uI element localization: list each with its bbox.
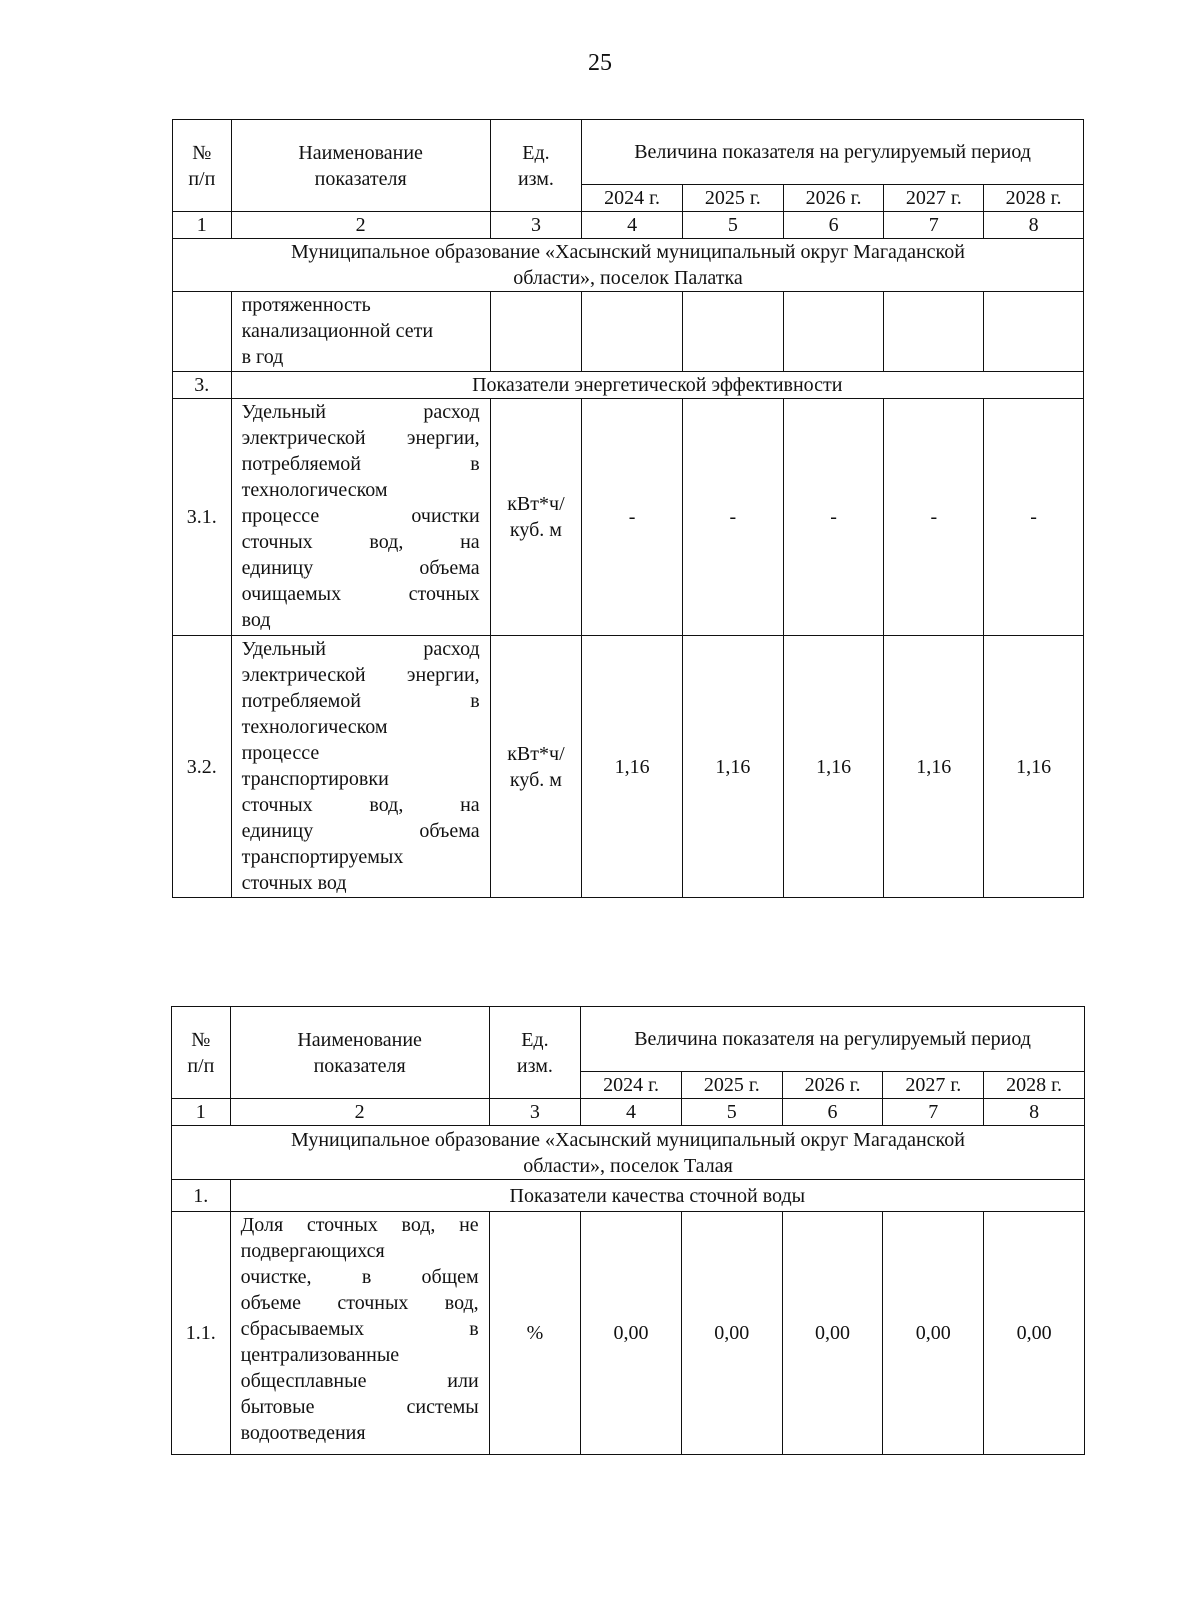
value-cell: 1,16 xyxy=(984,636,1084,898)
indicator-name: Доля сточных вод, не подвергающихся очистке, в общем объеме сточных вод, сбрасываемых в централизованные общесплавные или бытовые системы водоотведения xyxy=(230,1212,489,1455)
header-name: Наименование показателя xyxy=(230,1007,489,1099)
column-number: 8 xyxy=(984,212,1084,239)
empty-cell xyxy=(582,292,683,372)
header-year: 2026 г. xyxy=(782,1072,883,1099)
column-number: 2 xyxy=(230,1099,489,1126)
indicators-table-talaya xyxy=(171,1006,1085,1455)
row-num: 3.2. xyxy=(173,636,232,898)
indicator-name: Удельный расход электрической энергии, потребляемой в технологическом процессе очистки сточных вод, на единицу объема очищаемых сточных вод xyxy=(231,399,490,636)
value-cell: 0,00 xyxy=(883,1212,984,1455)
value-cell: - xyxy=(682,399,783,636)
column-number: 1 xyxy=(173,212,232,239)
column-number: 4 xyxy=(581,1099,682,1126)
section-num: 1. xyxy=(172,1180,231,1212)
section-title: Показатели качества сточной воды xyxy=(230,1180,1084,1212)
header-year: 2027 г. xyxy=(884,185,984,212)
value-cell: 1,16 xyxy=(884,636,984,898)
value-cell: 1,16 xyxy=(682,636,783,898)
indicator-name-continuation: протяженность канализационной сети в год xyxy=(231,292,490,372)
header-num: № п/п xyxy=(172,1007,231,1099)
value-cell: 0,00 xyxy=(581,1212,682,1455)
header-unit: Ед. изм. xyxy=(490,120,582,212)
value-cell: 0,00 xyxy=(681,1212,782,1455)
header-year: 2025 г. xyxy=(681,1072,782,1099)
empty-cell xyxy=(783,292,884,372)
header-unit: Ед. изм. xyxy=(489,1007,581,1099)
header-year: 2026 г. xyxy=(783,185,884,212)
column-number: 7 xyxy=(883,1099,984,1126)
empty-cell xyxy=(984,292,1084,372)
column-number: 2 xyxy=(231,212,490,239)
value-cell: 1,16 xyxy=(783,636,884,898)
column-number: 5 xyxy=(681,1099,782,1126)
header-year: 2027 г. xyxy=(883,1072,984,1099)
header-year: 2028 г. xyxy=(984,1072,1085,1099)
empty-cell xyxy=(173,292,232,372)
column-number: 1 xyxy=(172,1099,231,1126)
value-cell: - xyxy=(984,399,1084,636)
column-number: 6 xyxy=(782,1099,883,1126)
column-number: 4 xyxy=(582,212,683,239)
value-cell: - xyxy=(582,399,683,636)
header-name: Наименование показателя xyxy=(231,120,490,212)
empty-cell xyxy=(884,292,984,372)
column-number: 7 xyxy=(884,212,984,239)
header-year: 2028 г. xyxy=(984,185,1084,212)
column-number: 6 xyxy=(783,212,884,239)
value-cell: - xyxy=(884,399,984,636)
empty-cell xyxy=(490,292,582,372)
municipality-heading: Муниципальное образование «Хасынский муниципальный округ Магаданской области», поселок Талая xyxy=(172,1126,1085,1180)
section-title: Показатели энергетической эффективности xyxy=(231,372,1083,399)
header-period: Величина показателя на регулируемый период xyxy=(581,1007,1085,1072)
row-num: 3.1. xyxy=(173,399,232,636)
value-cell: - xyxy=(783,399,884,636)
header-period: Величина показателя на регулируемый период xyxy=(582,120,1084,185)
column-number: 5 xyxy=(682,212,783,239)
indicators-table-palatka xyxy=(172,119,1084,898)
section-num: 3. xyxy=(173,372,232,399)
municipality-heading: Муниципальное образование «Хасынский муниципальный округ Магаданской области», поселок Палатка xyxy=(173,239,1084,292)
header-year: 2024 г. xyxy=(582,185,683,212)
row-num: 1.1. xyxy=(172,1212,231,1455)
value-cell: 1,16 xyxy=(582,636,683,898)
unit-cell: кВт*ч/ куб. м xyxy=(490,399,582,636)
header-num: № п/п xyxy=(173,120,232,212)
unit-cell: кВт*ч/ куб. м xyxy=(490,636,582,898)
empty-cell xyxy=(682,292,783,372)
column-number: 3 xyxy=(490,212,582,239)
page-number: 25 xyxy=(588,50,612,76)
header-year: 2025 г. xyxy=(682,185,783,212)
column-number: 3 xyxy=(489,1099,581,1126)
column-number: 8 xyxy=(984,1099,1085,1126)
value-cell: 0,00 xyxy=(984,1212,1085,1455)
unit-cell: % xyxy=(489,1212,581,1455)
indicator-name: Удельный расход электрической энергии, потребляемой в технологическом процессе транспортировки сточных вод, на единицу объема транспортируемых сточных вод xyxy=(231,636,490,898)
header-year: 2024 г. xyxy=(581,1072,682,1099)
value-cell: 0,00 xyxy=(782,1212,883,1455)
